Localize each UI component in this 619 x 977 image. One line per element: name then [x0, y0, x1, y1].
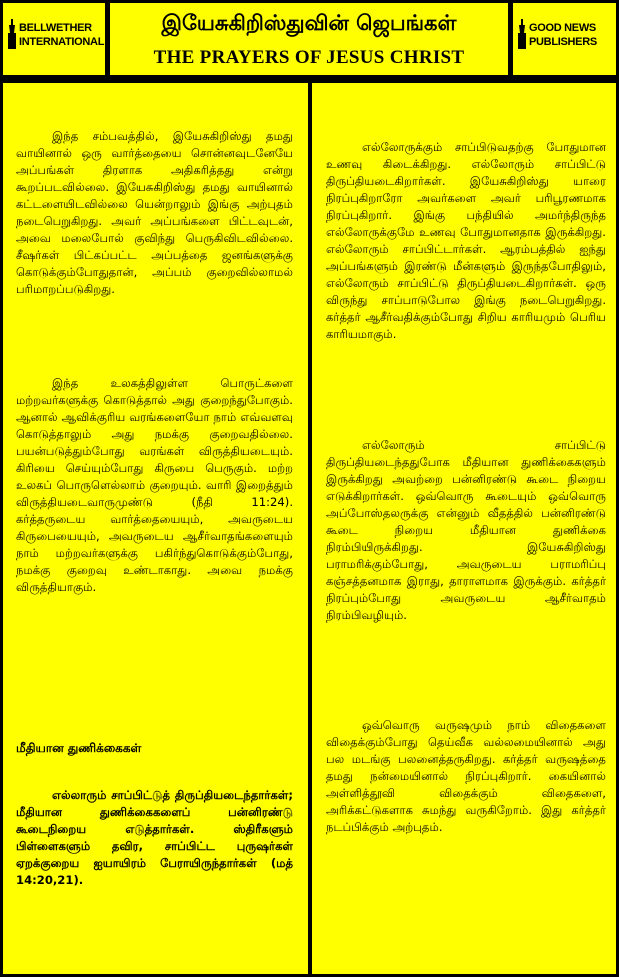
right-paragraph-1: எல்லோருக்கும் சாப்பிடுவதற்கு போதுமான உணவு கிடைக்கிறது. எல்லோரும் சாப்பிட்டு திருப்தியடைகிறார்கள். இயேசுகிறிஸ்து யாரை நிரப்புகிறாரோ அவர்களை அவர் பரிபூரணமாக நிரப்புகிறார். இங்கு பந்தியில் அமர்ந்திருந்த எல்லோருக்குமே உணவு போதுமானதாக இருக்கிறது. எல்லோரும் சாப்பிட்டார்கள். ஆரம்பத்தில் ஐந்து அப்பங்களும் இரண்டு மீன்களும் இருந்தபோதிலும், எல்லோரும் சாப்பிட்டு திருப்தியடைகிறார்கள். ஒரு விருந்து சாப்பாடுபோல இங்கு நடைபெறுகிறது. கர்த்தர் ஆசீர்வதிக்கும்போது சிறிய காரியமும் பெரிய காரியமாகும்.	[326, 140, 606, 341]
logo-line: GOOD NEWS	[529, 22, 596, 34]
title-box	[110, 3, 508, 75]
logo-line: INTERNATIONAL	[19, 36, 105, 48]
page-header	[0, 0, 619, 80]
page-title-tamil: இயேசுகிறிஸ்துவின் ஜெபங்கள்	[161, 11, 457, 35]
right-paragraph-2: எல்லோரும் சாப்பிட்டு திருப்தியடைந்ததுபோக மீதியான துணிக்கைகளும் இருக்கிறது அவற்றை பன்னிரண்டு கூடை நிறைய எடுக்கிறார்கள். ஒவ்வொரு கூடையும் ஒவ்வொரு அப்போஸ்தலருக்கு என்னும் வீதத்தில் பன்னிரண்டு கூடை நிறைய மீதியான துணிக்கை நிரம்பியிருக்கிறது. இயேசுகிறிஸ்து பராமரிக்கும்போது, அவருடைய பராமரிப்பு கஞ்சத்தனமாக இராது, தாராளமாக இருக்கும். கர்த்தர் நிரப்பும்போது அவருடைய ஆசீர்வாதம் நிரம்பிவழியும்.	[326, 438, 606, 622]
left-column-frame	[0, 80, 311, 977]
left-column	[3, 83, 308, 974]
logo-line: BELLWETHER	[19, 22, 92, 34]
page-title-english: THE PRAYERS OF JESUS CHRIST	[153, 47, 465, 68]
left-paragraph-2: இந்த உலகத்திலுள்ள பொருட்களை மற்றவர்களுக்கு கொடுத்தால் அது குறைந்துபோகும். ஆனால் ஆவிக்குரிய வரங்களையோ நாம் எவ்வளவு கொடுத்தாலும் அது நமக்கு குறைவதில்லை. பயன்படுத்தும்போது வரங்கள் விருத்தியடையும். கிரியை செய்யும்போது கிருபை பெருகும். மற்ற உலகப் பொருளெல்லாம் குறையும். வாரி இறைத்தும் விருத்தியடைவாருமுண்டு (நீதி 11:24). கர்த்தருடைய வார்த்தையையும், அவருடைய கிருபையையும், அவருடைய ஆசீர்வாதங்களையும் நாம் மற்றவர்களுக்கு பகிர்ந்துகொடுக்கும்போது, நமக்கு குறைவு உண்டாகாது. அவை நமக்கு விருத்தியாகும்.	[16, 376, 293, 594]
bell-tower-icon	[518, 19, 526, 49]
bellwether-logo-text	[19, 21, 104, 49]
good-news-logo-box	[513, 3, 616, 75]
left-paragraph-1: இந்த சம்பவத்தில், இயேசுகிறிஸ்து தமது வாயினால் ஒரு வார்த்தையை சொன்னவுடனேயே அப்பங்கள் திரளாக அதிகரித்தது என்று கூறப்படவில்லை. இயேசுகிறிஸ்து தமது வாயினால் கட்டளையிடவில்லை யென்றாலும் இங்கு அற்புதம் நடைபெறுகிறது. அவர் அப்பங்களை பிட்டவுடன், அவை மலைபோல் குவிந்து பெருகிவிடவில்லை. சீஷர்கள் பிட்கப்பட்ட அப்பத்தை ஜனங்களுக்கு கொடுக்கும்போதுதான், அப்பம் குறைவில்லாமல் பரிமாறப்படுகிறது.	[16, 129, 293, 296]
bellwether-logo-box	[3, 3, 105, 75]
right-column	[312, 83, 616, 974]
section-heading: மீதியான துணிக்கைகள்	[16, 741, 142, 755]
scripture-quote: எல்லாரும் சாப்பிட்டுத் திருப்தியடைந்தார்கள்; மீதியான துணிக்கைகளைப் பன்னிரண்டு கூடைநிறைய எடுத்தார்கள். ஸ்திரீகளும் பிள்ளைகளும் தவிர, சாப்பிட்ட புருஷர்கள் ஏறக்குறைய ஐயாயிரம் பேராயிருந்தார்கள் (மத் 14:20,21).	[16, 788, 293, 887]
bell-tower-icon	[8, 19, 16, 49]
right-column-frame	[309, 80, 619, 977]
logo-line: PUBLISHERS	[529, 36, 597, 48]
good-news-logo-text	[529, 21, 597, 49]
right-paragraph-3: ஒவ்வொரு வருஷமும் நாம் விதைகளை விதைக்கும்போது தெய்வீக வல்லமையினால் அது பல மடங்கு பலனைத்தருகிறது. கர்த்தர் வருஷத்தை தமது நன்மையினால் நிரப்புகிறார். கையினால் அள்ளித்தூவி விதைக்கும் விதைகளை, அரிக்கட்டுகளாக சுமந்து வருகிறோம். இது கர்த்தர் நடப்பிக்கும் அற்புதம்.	[326, 718, 606, 834]
